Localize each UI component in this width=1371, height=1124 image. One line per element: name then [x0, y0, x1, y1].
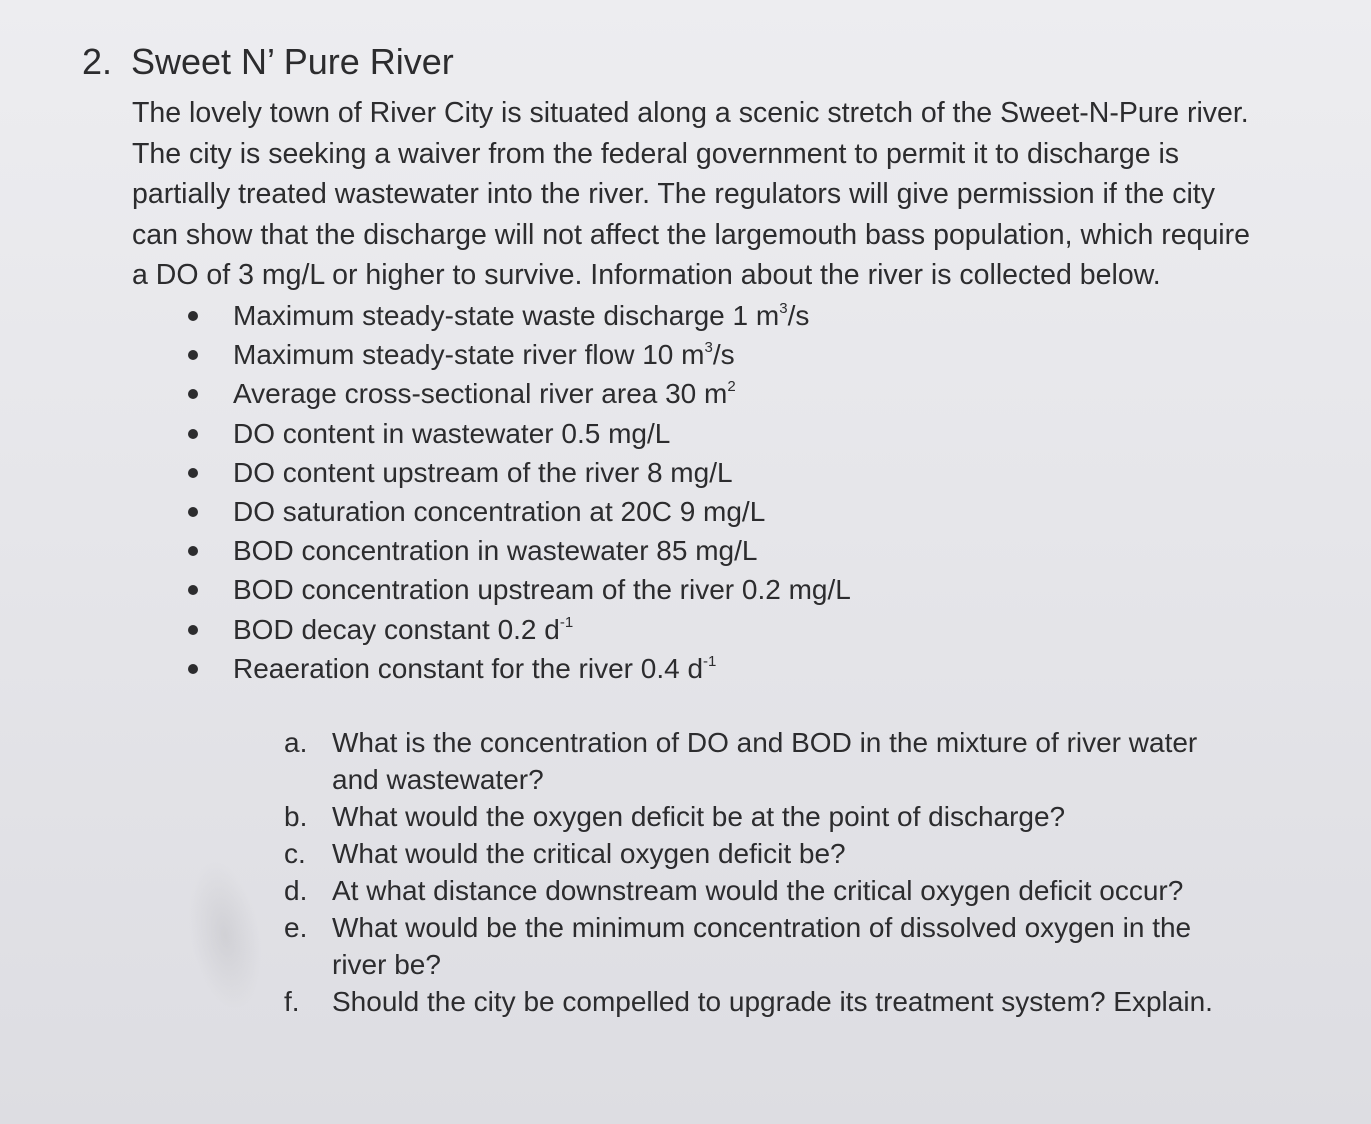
intro-line: The city is seeking a waiver from the federal government to permit it to discharge is — [132, 137, 1180, 170]
bullet-dot-icon — [188, 350, 198, 360]
bullet-dot-icon — [188, 585, 198, 595]
question-label: e. — [284, 912, 308, 943]
bullet-dot-icon — [188, 625, 198, 635]
intro-line: partially treated wastewater into the river. The regulators will give permission if the city — [132, 178, 1215, 210]
list-item: Reaeration constant for the river 0.4 $d^{-1}$ — [180, 649, 851, 688]
intro-line: can show that the discharge will not affect the largemouth bass population, which require — [132, 218, 1250, 251]
question-item — [284, 983, 1252, 1020]
bullet-dot-icon — [188, 468, 198, 478]
screen-smudge — [178, 855, 273, 1015]
bullet-dot-icon — [188, 546, 198, 556]
question-text: At what distance downstream would the critical oxygen deficit occur? — [332, 875, 1184, 906]
question-item — [284, 798, 1252, 835]
question-item — [284, 909, 1252, 983]
question-text: and wastewater? — [332, 764, 544, 795]
question-text: What would be the minimum concentration of dissolved oxygen in the — [332, 912, 1192, 943]
question-item — [284, 724, 1252, 798]
bullet-dot-icon — [188, 507, 198, 517]
question-item — [284, 872, 1252, 909]
question-text: What is the concentration of DO and BOD in the mixture of river water — [332, 727, 1198, 758]
list-item: BOD concentration upstream of the river 0.2 mg/L — [180, 570, 851, 609]
question-text: river be? — [332, 949, 441, 980]
list-item: DO content in wastewater 0.5 mg/L — [180, 414, 851, 453]
bullet-dot-icon — [188, 311, 198, 321]
bullet-dot-icon — [188, 389, 198, 399]
question-text: Should the city be compelled to upgrade its treatment system? Explain. — [332, 986, 1213, 1017]
question-list — [284, 724, 1252, 1020]
question-item — [284, 835, 1252, 872]
question-label: b. — [284, 801, 308, 832]
intro-line: The lovely town of River City is situated along a scenic stretch of the Sweet-N-Pure river. — [132, 97, 1249, 129]
problem-heading — [82, 40, 454, 84]
list-item: BOD concentration in wastewater 85 mg/L — [180, 531, 851, 570]
problem-intro — [132, 93, 1332, 296]
river-data-list — [180, 296, 851, 688]
question-label: f. — [284, 986, 300, 1017]
list-item: DO content upstream of the river 8 mg/L — [180, 453, 851, 492]
problem-number: 2. — [82, 41, 113, 82]
bullet-dot-icon — [188, 429, 198, 439]
list-item: BOD decay constant 0.2 $d^{-1}$ — [180, 610, 851, 649]
question-label: c. — [284, 838, 306, 869]
list-item: Maximum steady-state river flow 10 $m^3/s$ — [180, 335, 851, 374]
question-label: a. — [284, 727, 308, 758]
question-text: What would the oxygen deficit be at the point of discharge? — [332, 801, 1066, 832]
list-item: DO saturation concentration at 20C 9 mg/L — [180, 492, 851, 531]
list-item: Average cross-sectional river area 30 $m^2$ — [180, 374, 851, 413]
question-label: d. — [284, 875, 308, 906]
list-item: Maximum steady-state waste discharge 1 $m^3/s$ — [180, 296, 851, 335]
intro-line: a DO of 3 mg/L or higher to survive. Information about the river is collected below. — [132, 259, 1161, 291]
question-text: What would the critical oxygen deficit be? — [332, 838, 846, 869]
bullet-dot-icon — [188, 664, 198, 674]
problem-title: Sweet N’ Pure River — [131, 41, 454, 82]
